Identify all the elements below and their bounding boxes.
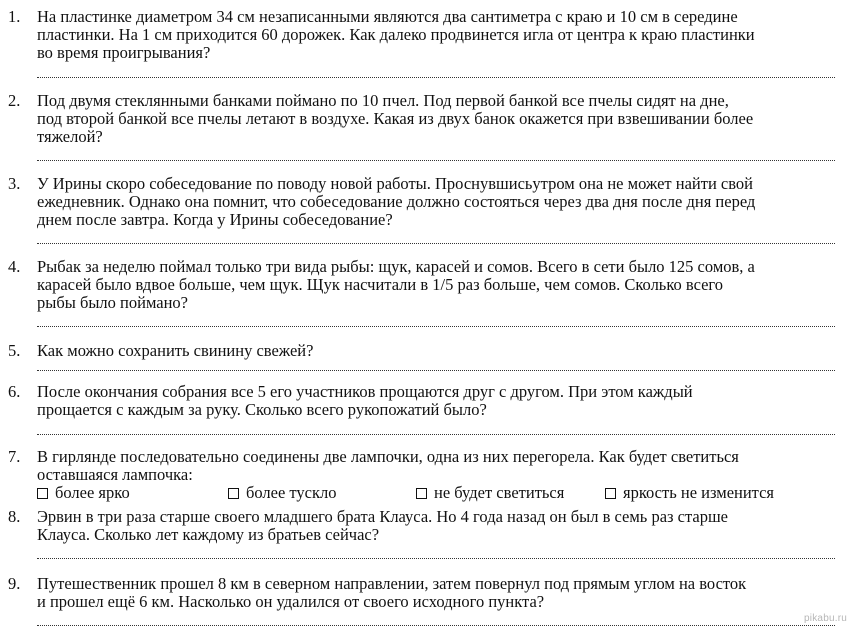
answer-line[interactable] [37,558,835,559]
question-number: 7. [8,447,21,466]
checkbox-icon[interactable] [228,488,239,499]
question-number: 2. [8,91,21,110]
answer-line[interactable] [37,160,835,161]
question-number: 4. [8,257,21,276]
question-text: Как можно сохранить свинину свежей? [37,341,314,360]
option-dimmer[interactable]: более тускло [228,484,337,502]
question-text: На пластинке диаметром 34 см незаписанными являются два сантиметра с краю и 10 см в середине пластинки. На 1 см приходится 60 дорожек. Как далеко продвинется игла от центра к краю пластинки во время проигрывания? [37,7,755,62]
question-text: Под двумя стеклянными банками поймано по 10 пчел. Под первой банкой все пчелы сидят на дне, под второй банкой все пчелы летают в воздухе. Какая из двух банок окажется при взвешивании более тяжелой? [37,91,754,146]
question-text: После окончания собрания все 5 его участников прощаются друг с другом. При этом каждый прощается с каждым за руку. Сколько всего рукопожатий было? [37,382,693,419]
checkbox-icon[interactable] [605,488,616,499]
question-number: 1. [8,7,21,26]
answer-line[interactable] [37,625,835,626]
question-number: 8. [8,507,21,526]
question-number: 3. [8,174,21,193]
checkbox-icon[interactable] [37,488,48,499]
answer-line[interactable] [37,370,835,371]
question-text: Рыбак за неделю поймал только три вида рыбы: щук, карасей и сомов. Всего в сети было 125 сомов, а карасей было вдвое больше, чем щук. Щук насчитали в 1/5 раз больше, чем сомов. Сколько всего рыбы было поймано? [37,257,755,312]
question-number: 6. [8,382,21,401]
checkbox-icon[interactable] [416,488,427,499]
question-text: В гирлянде последовательно соединены две лампочки, одна из них перегорела. Как будет светиться оставшаяся лампочка: [37,447,739,484]
option-no-light[interactable]: не будет светиться [416,484,564,502]
question-text: У Ирины скоро собеседование по поводу новой работы. Проснувшисьутром она не может найти свой ежедневник. Однако она помнит, что собеседование должно состояться через два дня после дня перед днем после завтра. Когда у Ирины собеседование? [37,174,756,229]
question-number: 5. [8,341,21,360]
answer-line[interactable] [37,243,835,244]
answer-line[interactable] [37,434,835,435]
answer-options [37,484,847,502]
question-text: Эрвин в три раза старше своего младшего брата Клауса. Но 4 года назад он был в семь раз старше Клауса. Сколько лет каждому из братьев сейчас? [37,507,729,544]
option-brighter[interactable]: более ярко [37,484,130,502]
option-no-change[interactable]: яркость не изменится [605,484,774,502]
answer-line[interactable] [37,77,835,78]
question-number: 9. [8,574,21,593]
question-text: Путешественник прошел 8 км в северном направлении, затем повернул под прямым углом на восток и прошел ещё 6 км. Насколько он удалился от своего исходного пункта? [37,574,747,611]
answer-line[interactable] [37,326,835,327]
watermark: pikabu.ru [804,613,847,624]
